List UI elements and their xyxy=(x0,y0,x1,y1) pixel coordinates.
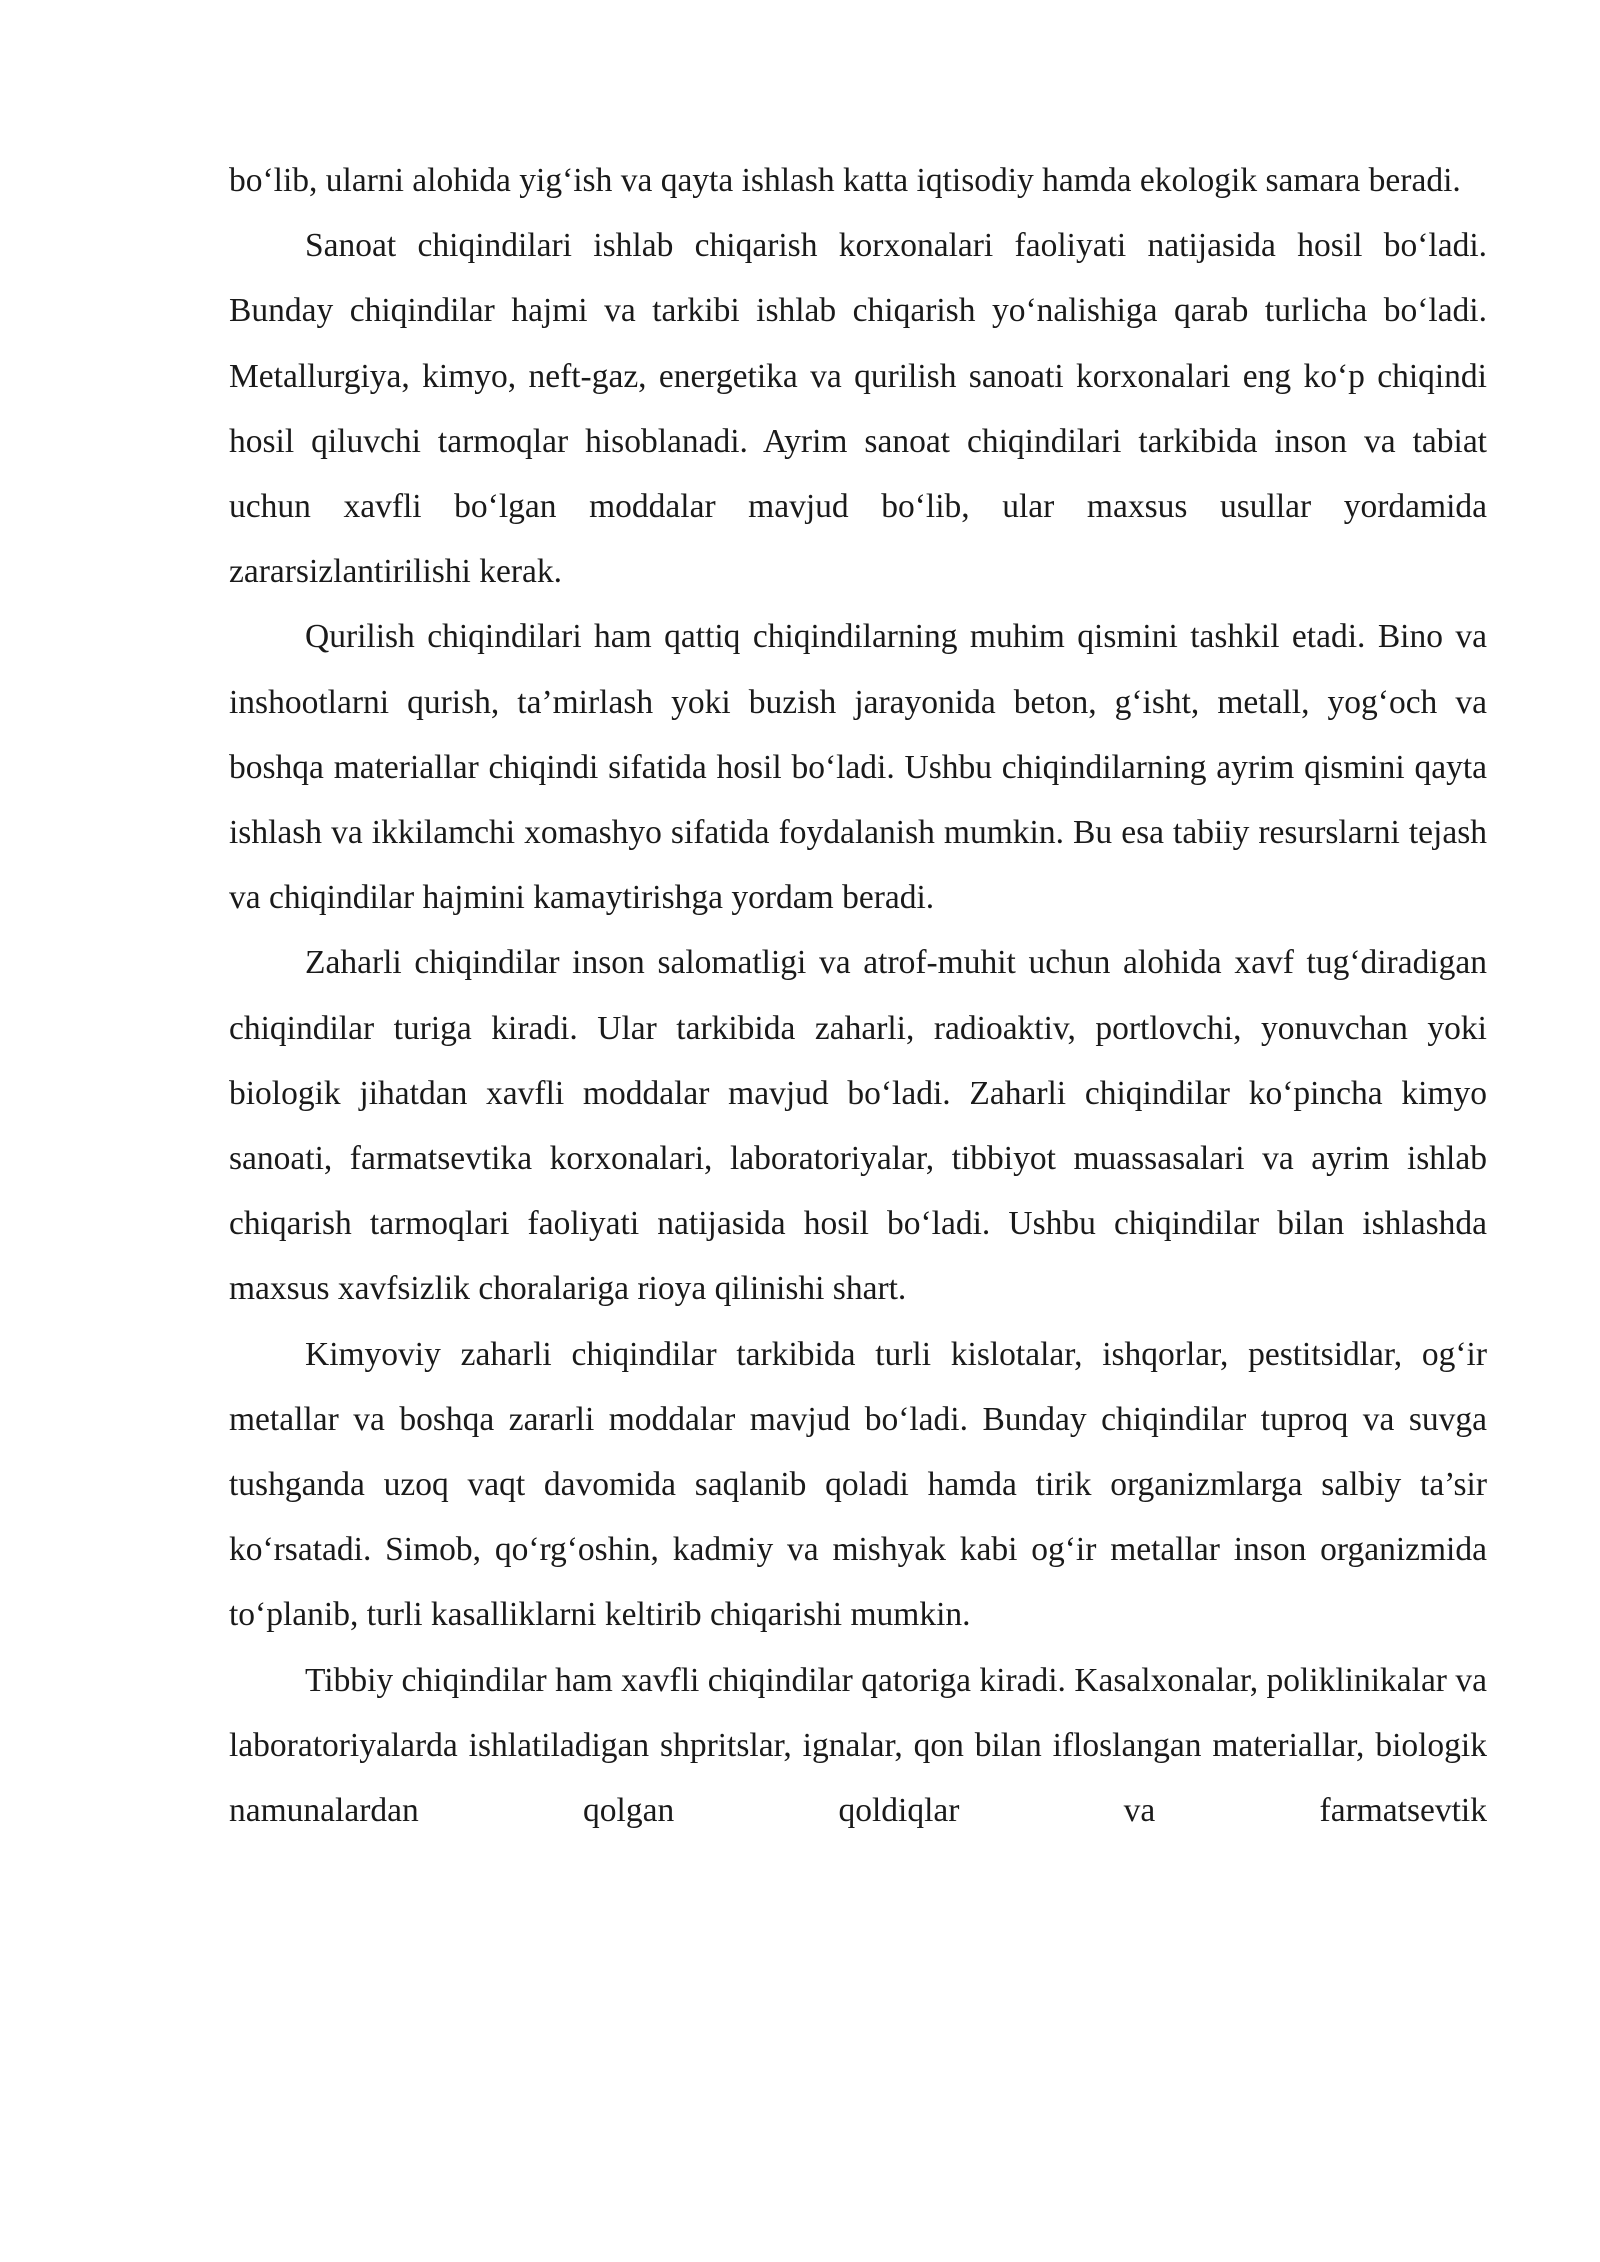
paragraph-continuation: bo‘lib, ularni alohida yig‘ish va qayta ishlash katta iqtisodiy hamda ekologik samara beradi. xyxy=(229,162,1461,199)
paragraph-medical-waste: Tibbiy chiqindilar ham xavfli chiqindilar qatoriga kiradi. Kasalxonalar, poliklinikalar va laboratoriyalarda ishlatiladigan shpritslar, ignalar, qon bilan ifloslangan materiallar, biologik namunalardan qolgan qoldiqlar va farmatsevtik xyxy=(229,1661,1487,1830)
paragraph-construction-waste: Qurilish chiqindilari ham qattiq chiqindilarning muhim qismini tashkil etadi. Bino va inshootlarni qurish, ta’mirlash yoki buzish jarayonida beton, g‘isht, metall, yog‘och va boshqa materiallar chiqindi sifatida hosil bo‘ladi. Ushbu chiqindilarning ayrim qismini qayta ishlash va ikkilamchi xomashyo sifatida foydalanish mumkin. Bu esa tabiiy resurslarni tejash va chiqindilar hajmini kamaytirishga yordam beradi. xyxy=(229,618,1487,917)
paragraph-toxic-waste: Zaharli chiqindilar inson salomatligi va atrof-muhit uchun alohida xavf tug‘diradigan chiqindilar turiga kiradi. Ular tarkibida zaharli, radioaktiv, portlovchi, yonuvchan yoki biologik jihatdan xavfli moddalar mavjud bo‘ladi. Zaharli chiqindilar ko‘pincha kimyo sanoati, farmatsevtika korxonalari, laboratoriyalar, tibbiyot muassasalari va ayrim ishlab chiqarish tarmoqlari faoliyati natijasida hosil bo‘ladi. Ushbu chiqindilar bilan ishlashda maxsus xavfsizlik choralariga rioya qilinishi shart. xyxy=(229,944,1487,1308)
paragraph-chemical-toxic-waste: Kimyoviy zaharli chiqindilar tarkibida turli kislotalar, ishqorlar, pestitsidlar, og‘ir metallar va boshqa zararli moddalar mavjud bo‘ladi. Bunday chiqindilar tuproq va suvga tushganda uzoq vaqt davomida saqlanib qoladi hamda tirik organizmlarga salbiy ta’sir ko‘rsatadi. Simob, qo‘rg‘oshin, kadmiy va mishyak kabi og‘ir metallar inson organizmida to‘planib, turli kasalliklarni keltirib chiqarishi mumkin. xyxy=(229,1335,1487,1634)
document-body xyxy=(229,148,1487,1843)
paragraph-industrial-waste: Sanoat chiqindilari ishlab chiqarish korxonalari faoliyati natijasida hosil bo‘ladi. Bunday chiqindilar hajmi va tarkibi ishlab chiqarish yo‘nalishiga qarab turlicha bo‘ladi. Metallurgiya, kimyo, neft-gaz, energetika va qurilish sanoati korxonalari eng ko‘p chiqindi hosil qiluvchi tarmoqlar hisoblanadi. Ayrim sanoat chiqindilari tarkibida inson va tabiat uchun xavfli bo‘lgan moddalar mavjud bo‘lib, ular maxsus usullar yordamida zararsizlantirilishi kerak. xyxy=(229,227,1487,591)
